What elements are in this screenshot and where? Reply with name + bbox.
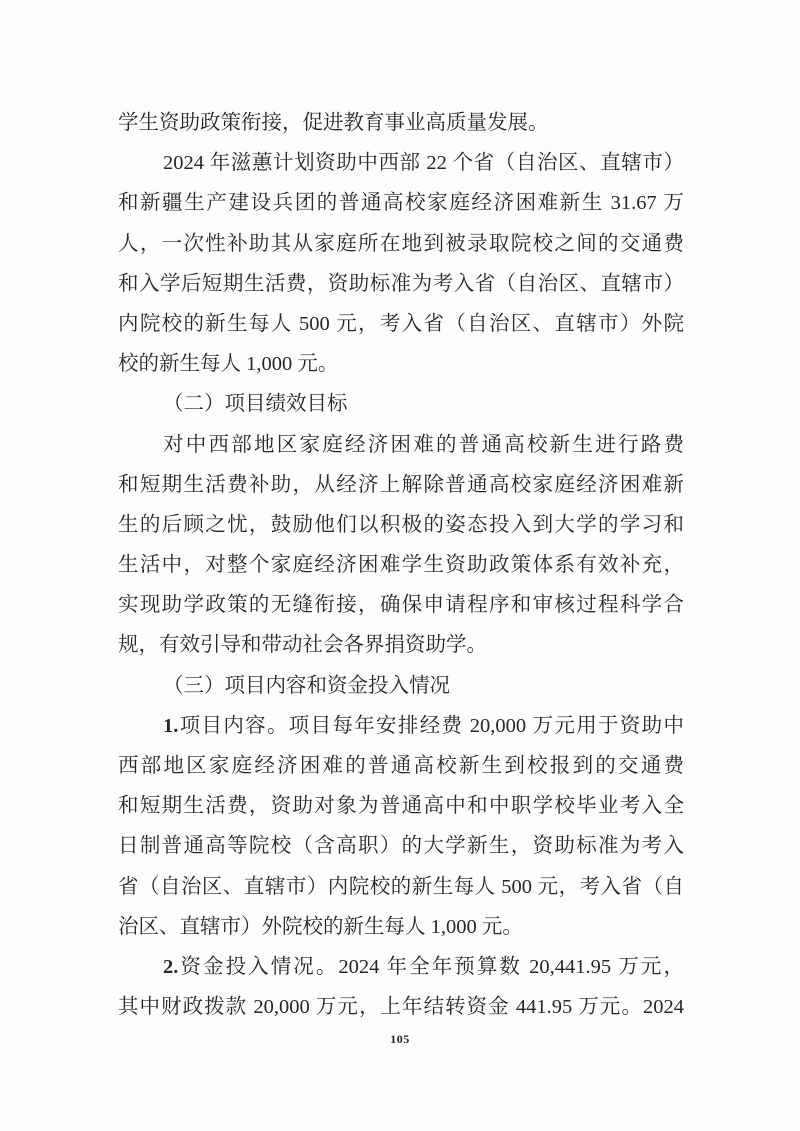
section-heading-text: （二）项目绩效目标 — [163, 393, 348, 416]
text-line — [118, 344, 684, 384]
text-line-content: 生的后顾之忧，鼓励他们以积极的姿态投入到大学的学习和 — [118, 513, 684, 536]
text-line-content: 日制普通高等院校（含高职）的大学新生，资助标准为考入 — [118, 835, 684, 858]
text-line-content: 其中财政拨款 20,000 万元，上年结转资金 441.95 万元。2024 — [118, 996, 684, 1019]
text-line — [118, 746, 684, 786]
section-heading — [118, 384, 684, 424]
text-line — [118, 907, 684, 947]
text-line — [118, 264, 684, 304]
text-line — [118, 304, 684, 344]
text-line-content: 和短期生活费补助，从经济上解除普通高校家庭经济困难新 — [118, 473, 684, 496]
section-heading — [118, 666, 684, 706]
text-line-content: 和入学后短期生活费，资助标准为考入省（自治区、直辖市） — [118, 272, 684, 295]
text-line — [118, 987, 684, 1027]
text-line — [118, 867, 684, 907]
text-line — [118, 786, 684, 826]
text-line — [118, 625, 684, 665]
text-line-content: 省（自治区、直辖市）内院校的新生每人 500 元，考入省（自 — [118, 875, 684, 898]
section-heading-text: （三）项目内容和资金投入情况 — [163, 674, 450, 697]
text-line — [118, 826, 684, 866]
text-line — [118, 425, 684, 465]
text-line-content: 西部地区家庭经济困难的普通高校新生到校报到的交通费 — [118, 755, 684, 777]
list-number: 2. — [163, 955, 179, 978]
text-line — [118, 706, 684, 746]
text-line-content: 内院校的新生每人 500 元，考入省（自治区、直辖市）外院 — [118, 312, 684, 335]
list-number: 1. — [163, 714, 179, 737]
page-number: 105 — [390, 1032, 410, 1046]
text-line-content: 生活中，对整个家庭经济困难学生资助政策体系有效补充， — [118, 554, 684, 577]
text-line — [118, 545, 684, 585]
text-line — [118, 224, 684, 264]
text-line-content: 2024 年滋蕙计划资助中西部 22 个省（自治区、直辖市） — [163, 152, 684, 175]
text-line-content: 校的新生每人 1,000 元。 — [118, 353, 339, 376]
document-body — [118, 103, 684, 1027]
text-line — [118, 143, 684, 183]
text-line — [118, 465, 684, 505]
text-line-content: 学生资助政策衔接，促进教育事业高质量发展。 — [118, 112, 549, 134]
text-line-content: 治区、直辖市）外院校的新生每人 1,000 元。 — [118, 915, 523, 938]
text-line-content: 和新疆生产建设兵团的普通高校家庭经济困难新生 31.67 万 — [118, 192, 684, 215]
text-line — [118, 947, 684, 987]
text-line — [118, 103, 684, 143]
text-line — [118, 183, 684, 223]
text-line-content: 人，一次性补助其从家庭所在地到被录取院校之间的交通费 — [118, 232, 684, 255]
text-line-content: 对中西部地区家庭经济困难的普通高校新生进行路费 — [163, 433, 684, 456]
text-line-content: 资金投入情况。2024 年全年预算数 20,441.95 万元， — [178, 955, 684, 978]
text-line-content: 和短期生活费，资助对象为普通高中和中职学校毕业考入全 — [118, 795, 684, 818]
text-line-content: 规，有效引导和带动社会各界捐资助学。 — [118, 634, 487, 657]
text-line — [118, 585, 684, 625]
text-line — [118, 505, 684, 545]
text-line-content: 实现助学政策的无缝衔接，确保申请程序和审核过程科学合 — [118, 594, 684, 617]
text-line-content: 项目内容。项目每年安排经费 20,000 万元用于资助中 — [178, 714, 684, 737]
